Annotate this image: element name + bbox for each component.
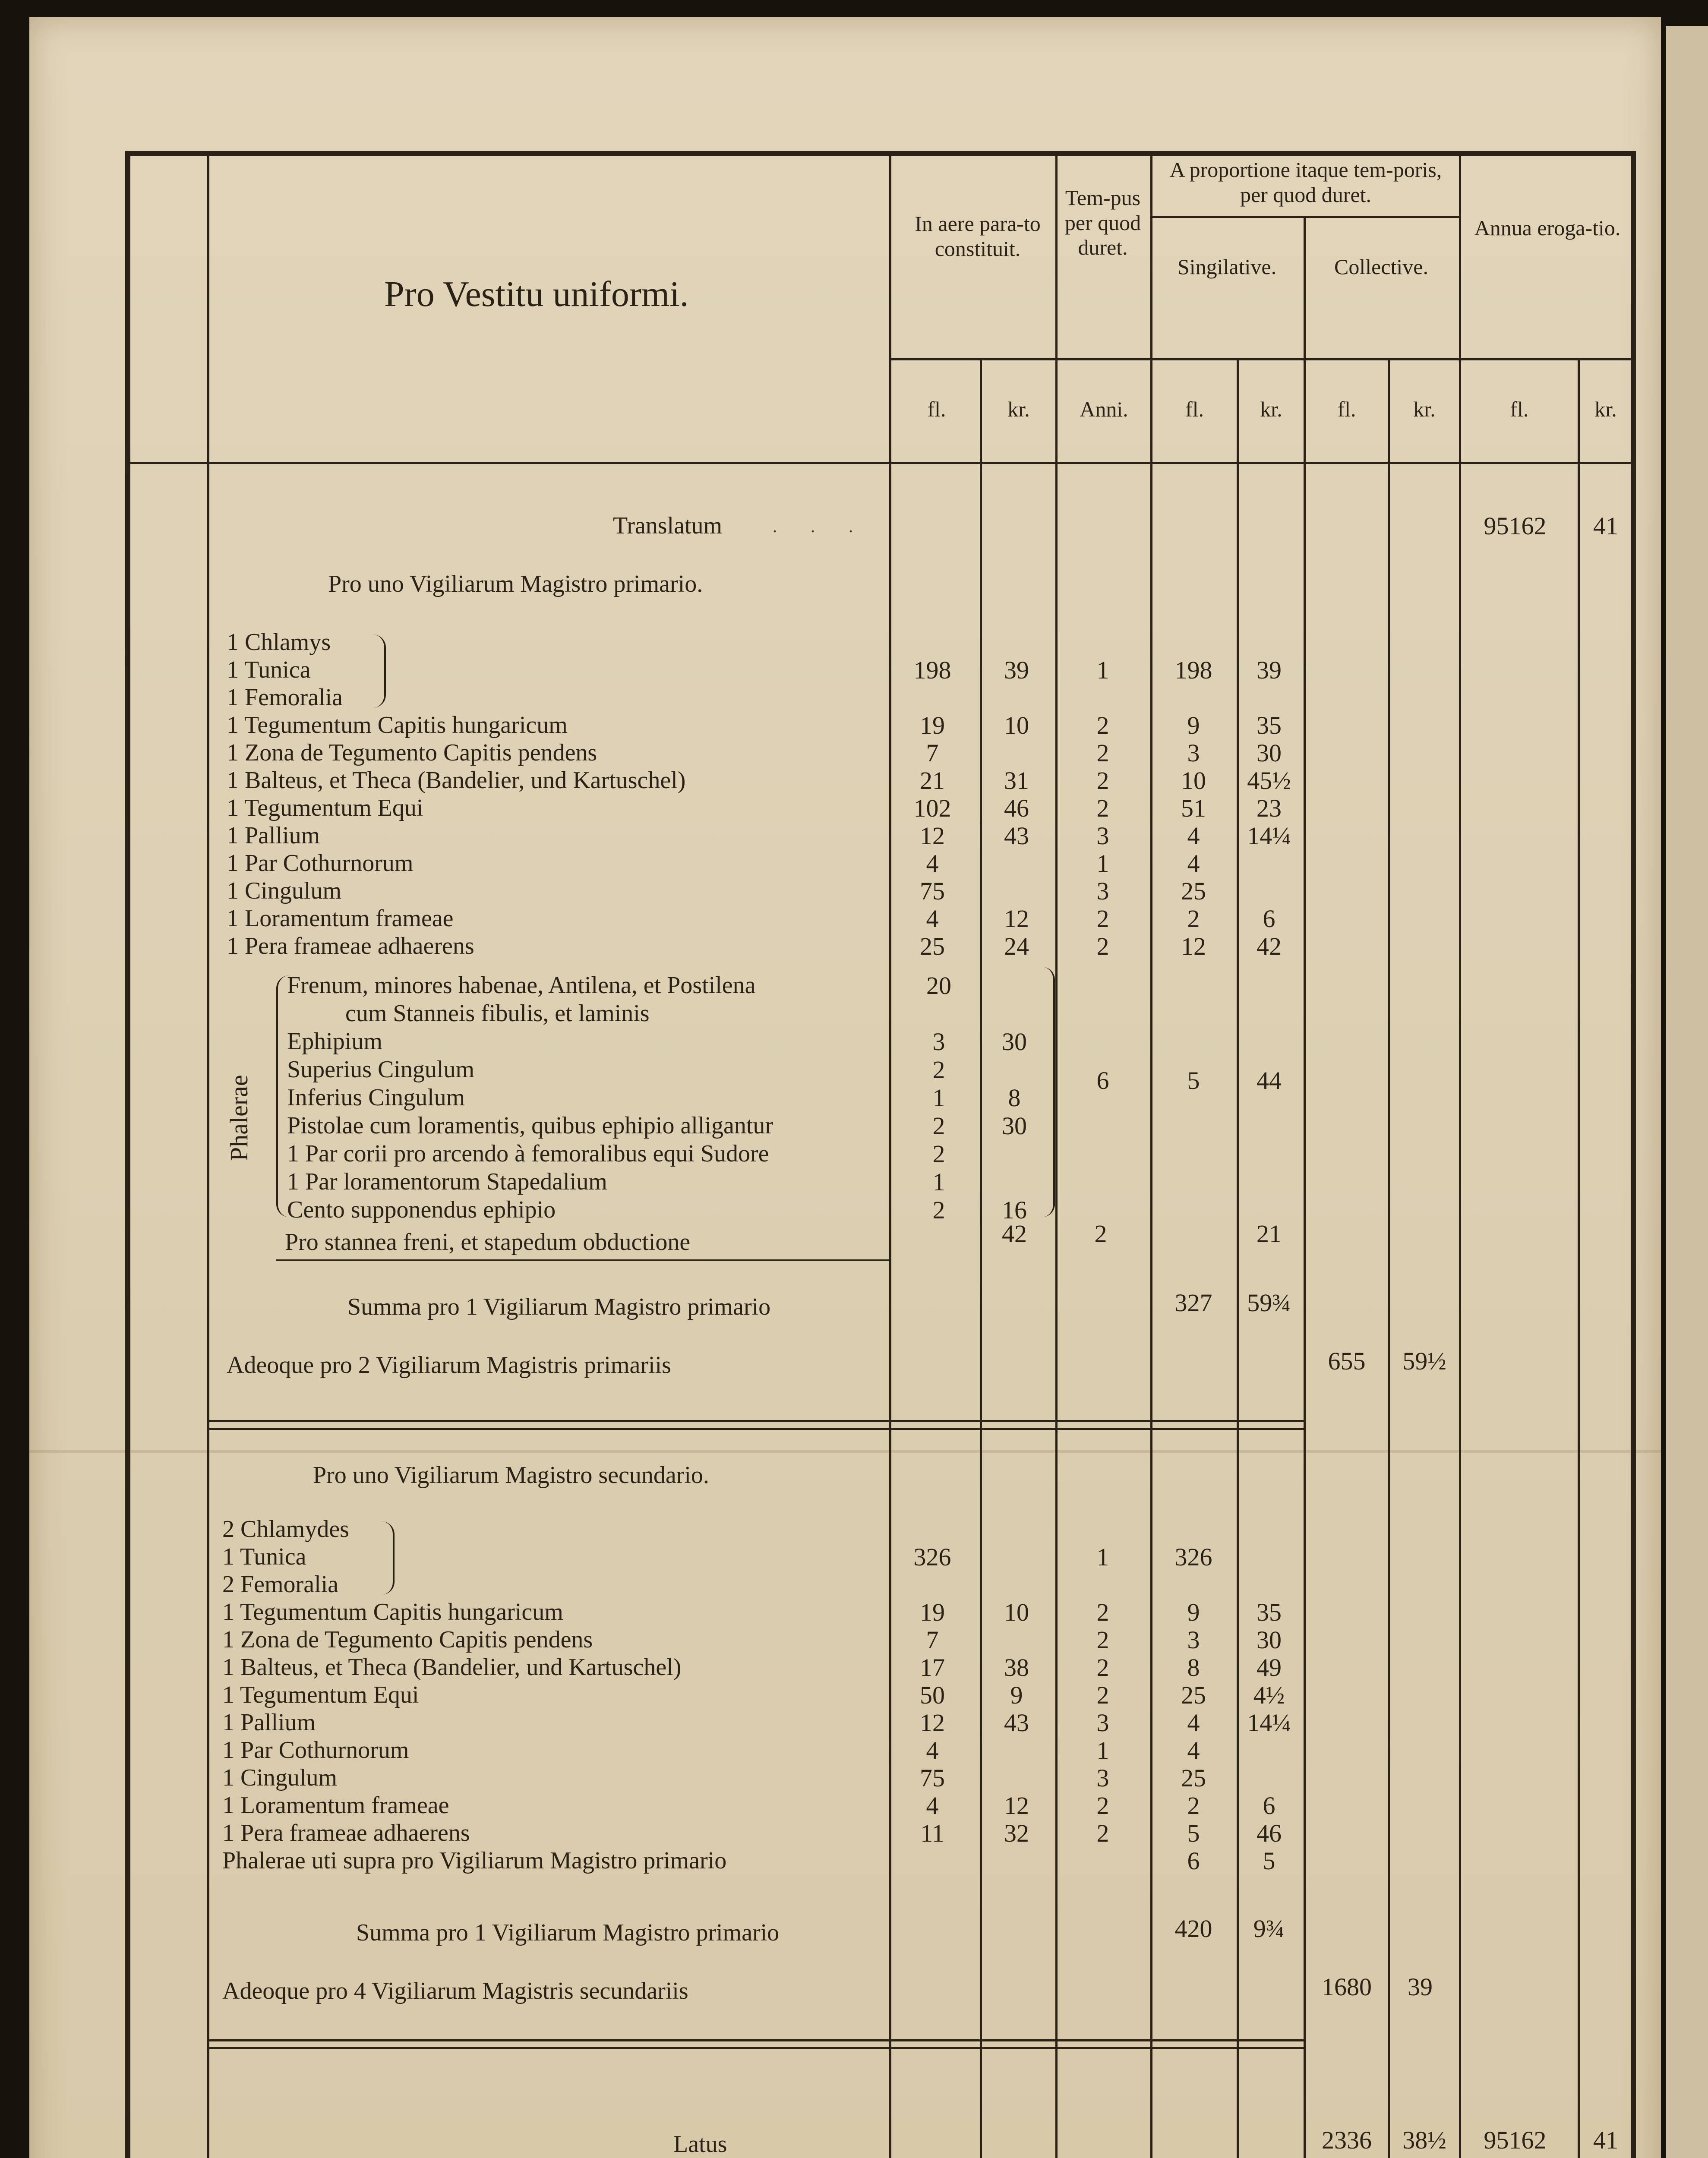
row-anni: 1 [1096, 849, 1109, 877]
header-in-aere: In aere para-to constituit. [915, 211, 1041, 261]
summa1-sing-fl: 327 [1174, 1289, 1212, 1317]
sub-kr-coll: kr. [1413, 397, 1436, 421]
row-sing-fl: 4 [1187, 1736, 1200, 1764]
row-aere-fl: 7 [926, 739, 939, 767]
stannea-kr: 42 [1002, 1220, 1027, 1248]
row-aere-fl: 4 [926, 849, 939, 877]
phalerae-item-fl: 2 [932, 1056, 945, 1084]
phalerae-label: Phalerae [225, 1075, 253, 1161]
translatum-annua-fl: 95162 [1484, 512, 1547, 540]
row-anni: 3 [1096, 1764, 1109, 1792]
col-line-annua [1459, 156, 1461, 2158]
row-sing-fl: 326 [1174, 1543, 1212, 1571]
sub-kr-annua: kr. [1594, 397, 1617, 421]
row-sing-fl: 2 [1187, 905, 1200, 933]
row-aere-kr: 12 [1004, 905, 1029, 933]
row-label: 1 Cingulum [222, 1764, 338, 1791]
row-label: 1 Balteus, et Theca (Bandelier, und Kartuschel) [227, 767, 686, 794]
row-sing-kr: 30 [1257, 739, 1282, 767]
row-sing-fl: 25 [1181, 1764, 1206, 1792]
phalerae-item-kr: 8 [1008, 1084, 1021, 1112]
row-sing-fl: 51 [1181, 794, 1206, 822]
phalerae-item-label: Superius Cingulum [287, 1056, 475, 1083]
row-label: 1 Zona de Tegumento Capitis pendens [222, 1626, 593, 1653]
dot-leader: . . . [773, 517, 868, 536]
header-singilative: Singilative. [1177, 255, 1277, 279]
row-aere-fl: 326 [913, 1543, 951, 1571]
row-aere-kr: 31 [1004, 767, 1029, 795]
separator-section2b [207, 2047, 1304, 2049]
row-aere-fl: 4 [926, 1792, 939, 1820]
phalerae-item-label: Frenum, minores habenae, Antilena, et Postilena [287, 972, 756, 999]
phalerae-item-kr: 30 [1002, 1112, 1027, 1140]
phalerae-item-fl: 1 [932, 1084, 945, 1112]
row-sing-kr: 4½ [1253, 1681, 1285, 1709]
row-label: 2 Femoralia [222, 1571, 339, 1598]
phalerae-item-fl: 2 [932, 1112, 945, 1140]
col-line-sing-kr [1237, 358, 1239, 2158]
row-aere-fl: 50 [920, 1681, 945, 1709]
row-label: 1 Pallium [227, 822, 320, 849]
row-sing-fl: 198 [1174, 656, 1212, 684]
phalerae-item-fl: 20 [926, 972, 951, 1000]
row-aere-kr: 43 [1004, 1709, 1029, 1737]
row-aere-fl: 198 [913, 656, 951, 684]
row-sing-fl: 2 [1187, 1792, 1200, 1820]
row-anni: 2 [1096, 932, 1109, 960]
row-aere-fl: 102 [913, 794, 951, 822]
row-aere-kr: 9 [1010, 1681, 1023, 1709]
phalerae-item-kr: 16 [1002, 1196, 1027, 1224]
row-label: 1 Pera frameae adhaerens [227, 933, 474, 959]
row-sing-fl: 3 [1187, 1626, 1200, 1654]
row-anni: 2 [1096, 711, 1109, 739]
row-sing-kr: 39 [1257, 656, 1282, 684]
row-aere-kr: 24 [1004, 932, 1029, 960]
row-aere-fl: 12 [920, 1709, 945, 1737]
phalerae-anni: 6 [1096, 1066, 1109, 1095]
adeoque1-coll-fl: 655 [1328, 1347, 1366, 1375]
row-sing-kr: 14¼ [1247, 1709, 1291, 1737]
row-label: 1 Zona de Tegumento Capitis pendens [227, 739, 597, 766]
row-aere-fl: 25 [920, 932, 945, 960]
row-sing-fl: 9 [1187, 711, 1200, 739]
row-anni: 2 [1096, 767, 1109, 795]
row-sing-fl: 5 [1187, 1819, 1200, 1847]
row-label: 1 Tegumentum Equi [227, 795, 423, 821]
row-sing-kr: 49 [1257, 1653, 1282, 1682]
row-sing-fl: 25 [1181, 1681, 1206, 1709]
row-label: 1 Par Cothurnorum [227, 850, 414, 877]
row-sing-kr: 6 [1263, 1792, 1275, 1820]
row-sing-kr: 6 [1263, 905, 1275, 933]
row-label: 1 Femoralia [227, 684, 343, 711]
row-anni: 2 [1096, 1626, 1109, 1654]
row-anni: 2 [1096, 1792, 1109, 1820]
row-sing-fl: 4 [1187, 849, 1200, 877]
row-sing-fl: 8 [1187, 1653, 1200, 1682]
phalerae-item-kr: 30 [1002, 1028, 1027, 1056]
adeoque2-coll-fl: 1680 [1322, 1973, 1372, 2001]
latus-annua-fl: 95162 [1484, 2126, 1547, 2154]
separator-section1b [207, 1428, 1304, 1430]
stannea-label: Pro stannea freni, et stapedum obductione [285, 1229, 691, 1256]
phalerae-item-label: Pistolae cum loramentis, quibus ephipio alligantur [287, 1112, 773, 1139]
sub-anni: Anni. [1080, 397, 1128, 421]
phalerae-item-fl: 3 [932, 1028, 945, 1056]
row-aere-fl: 75 [920, 1764, 945, 1792]
phalerae-item-label: 1 Par loramentorum Stapedalium [287, 1168, 607, 1195]
header-tempus: Tem-pus per quod duret. [1064, 186, 1141, 259]
header-annua: Annua eroga-tio. [1474, 216, 1621, 240]
row-anni: 1 [1096, 1543, 1109, 1571]
row-anni: 2 [1096, 739, 1109, 767]
row-label: Phalerae uti supra pro Vigiliarum Magistro primario [222, 1847, 727, 1874]
col-line-tempus [1055, 156, 1058, 2158]
row-anni: 2 [1096, 905, 1109, 933]
stannea-sing-kr: 21 [1257, 1220, 1282, 1248]
row-sing-kr: 45½ [1247, 767, 1291, 795]
row-aere-kr: 12 [1004, 1792, 1029, 1820]
phalerae-item-label: Ephipium [287, 1028, 382, 1055]
summa2-sing-fl: 420 [1174, 1915, 1212, 1943]
header-collective: Collective. [1334, 255, 1428, 279]
sub-fl-annua: fl. [1510, 397, 1529, 421]
garment-brace-2 [380, 1521, 395, 1595]
row-label: 1 Tegumentum Capitis hungaricum [222, 1599, 563, 1625]
stannea-rule [276, 1259, 889, 1261]
row-anni: 2 [1096, 794, 1109, 822]
row-anni: 2 [1096, 1681, 1109, 1709]
summa1-label: Summa pro 1 Vigiliarum Magistro primario [347, 1294, 771, 1320]
row-label: 1 Par Cothurnorum [222, 1737, 409, 1764]
latus-label: Latus [673, 2131, 727, 2158]
row-aere-fl: 4 [926, 1736, 939, 1764]
row-label: 1 Loramentum frameae [227, 905, 454, 932]
col-line-annua-kr [1578, 358, 1580, 2158]
row-sing-kr: 42 [1257, 932, 1282, 960]
row-sing-kr: 35 [1257, 711, 1282, 739]
row-label: 1 Balteus, et Theca (Bandelier, und Kartuschel) [222, 1654, 682, 1681]
row-label: 1 Tunica [227, 656, 311, 683]
row-aere-kr: 46 [1004, 794, 1029, 822]
phalerae-item-fl: 2 [932, 1196, 945, 1224]
phalerae-item-label: cum Stanneis fibulis, et laminis [345, 1000, 650, 1027]
row-aere-fl: 19 [920, 1598, 945, 1626]
row-sing-fl: 10 [1181, 767, 1206, 795]
sub-fl-sing: fl. [1185, 397, 1204, 421]
row-sing-kr: 46 [1257, 1819, 1282, 1847]
summa2-sing-kr: 9¾ [1253, 1915, 1285, 1943]
header-proportione: A proportione itaque tem-poris, per quod duret. [1169, 158, 1442, 207]
phalerae-sing-kr: 44 [1257, 1066, 1282, 1095]
row-sing-kr: 14¼ [1247, 822, 1291, 850]
row-anni: 1 [1096, 656, 1109, 684]
row-sing-fl: 6 [1187, 1847, 1200, 1875]
row-aere-fl: 75 [920, 877, 945, 905]
col-line-label [207, 156, 209, 2158]
section2-heading: Pro uno Vigiliarum Magistro secundario. [313, 1462, 709, 1489]
row-sing-kr: 5 [1263, 1847, 1275, 1875]
row-label: 1 Tegumentum Equi [222, 1682, 419, 1708]
row-sing-kr: 30 [1257, 1626, 1282, 1654]
adjacent-page-edge [1666, 26, 1708, 2158]
separator-section1 [207, 1420, 1304, 1422]
row-anni: 3 [1096, 822, 1109, 850]
row-label: 1 Tunica [222, 1543, 306, 1570]
sub-kr-aere: kr. [1007, 397, 1030, 421]
row-anni: 3 [1096, 877, 1109, 905]
latus-annua-kr: 41 [1593, 2126, 1618, 2154]
row-aere-fl: 12 [920, 822, 945, 850]
row-aere-kr: 43 [1004, 822, 1029, 850]
phalerae-item-label: Cento supponendus ephipio [287, 1196, 556, 1223]
latus-coll-fl: 2336 [1322, 2126, 1372, 2154]
phalerae-sing-fl: 5 [1187, 1066, 1200, 1095]
garment-brace [371, 634, 386, 708]
row-anni: 3 [1096, 1709, 1109, 1737]
row-sing-fl: 25 [1181, 877, 1206, 905]
row-aere-fl: 17 [920, 1653, 945, 1682]
summa2-label: Summa pro 1 Vigiliarum Magistro primario [356, 1919, 780, 1946]
separator-section2 [207, 2039, 1304, 2041]
summa1-sing-kr: 59¾ [1247, 1289, 1291, 1317]
stannea-anni: 2 [1094, 1220, 1107, 1248]
latus-coll-kr: 38½ [1402, 2126, 1446, 2154]
row-label: 1 Pallium [222, 1709, 316, 1736]
phalerae-item-fl: 2 [932, 1140, 945, 1168]
row-sing-fl: 12 [1181, 932, 1206, 960]
row-aere-fl: 4 [926, 905, 939, 933]
sub-fl-coll: fl. [1337, 397, 1356, 421]
row-label: 2 Chlamydes [222, 1516, 349, 1543]
row-sing-kr: 23 [1257, 794, 1282, 822]
row-sing-fl: 3 [1187, 739, 1200, 767]
header-line-sub [889, 358, 1631, 360]
adeoque2-coll-kr: 39 [1408, 1973, 1433, 2001]
col-line-aere-kr [980, 358, 982, 2158]
sub-kr-sing: kr. [1260, 397, 1282, 421]
section1-heading: Pro uno Vigiliarum Magistro primario. [328, 571, 703, 597]
col-line-aere [889, 156, 891, 2158]
header-line-prop [1150, 216, 1459, 218]
translatum-label: Translatum [613, 512, 723, 539]
row-anni: 2 [1096, 1653, 1109, 1682]
sub-fl-aere: fl. [927, 397, 946, 421]
row-aere-kr: 10 [1004, 711, 1029, 739]
row-label: 1 Cingulum [227, 877, 342, 904]
adeoque2-label: Adeoque pro 4 Vigiliarum Magistris secundariis [222, 1978, 688, 2004]
adeoque1-label: Adeoque pro 2 Vigiliarum Magistris primariis [227, 1352, 671, 1379]
row-aere-fl: 19 [920, 711, 945, 739]
row-sing-fl: 9 [1187, 1598, 1200, 1626]
row-anni: 1 [1096, 1736, 1109, 1764]
row-aere-kr: 39 [1004, 656, 1029, 684]
header-line-bottom [130, 462, 1631, 464]
phalerae-item-label: 1 Par corii pro arcendo à femoralibus equi Sudore [287, 1140, 769, 1167]
col-line-coll-kr [1388, 358, 1390, 2158]
phalerae-item-label: Inferius Cingulum [287, 1084, 465, 1111]
row-sing-kr: 35 [1257, 1598, 1282, 1626]
row-aere-fl: 7 [926, 1626, 939, 1654]
row-sing-fl: 4 [1187, 822, 1200, 850]
row-aere-fl: 21 [920, 767, 945, 795]
page-title: Pro Vestitu uniformi. [384, 274, 689, 314]
row-label: 1 Tegumentum Capitis hungaricum [227, 712, 568, 738]
row-anni: 2 [1096, 1598, 1109, 1626]
adeoque1-coll-kr: 59½ [1402, 1347, 1446, 1375]
row-label: 1 Loramentum frameae [222, 1792, 449, 1819]
row-sing-fl: 4 [1187, 1709, 1200, 1737]
row-aere-fl: 11 [920, 1819, 944, 1847]
row-label: 1 Pera frameae adhaerens [222, 1820, 470, 1846]
row-anni: 2 [1096, 1819, 1109, 1847]
translatum-annua-kr: 41 [1593, 512, 1618, 540]
row-label: 1 Chlamys [227, 629, 331, 656]
row-aere-kr: 32 [1004, 1819, 1029, 1847]
phalerae-item-fl: 1 [932, 1168, 945, 1196]
row-aere-kr: 10 [1004, 1598, 1029, 1626]
row-aere-kr: 38 [1004, 1653, 1029, 1682]
